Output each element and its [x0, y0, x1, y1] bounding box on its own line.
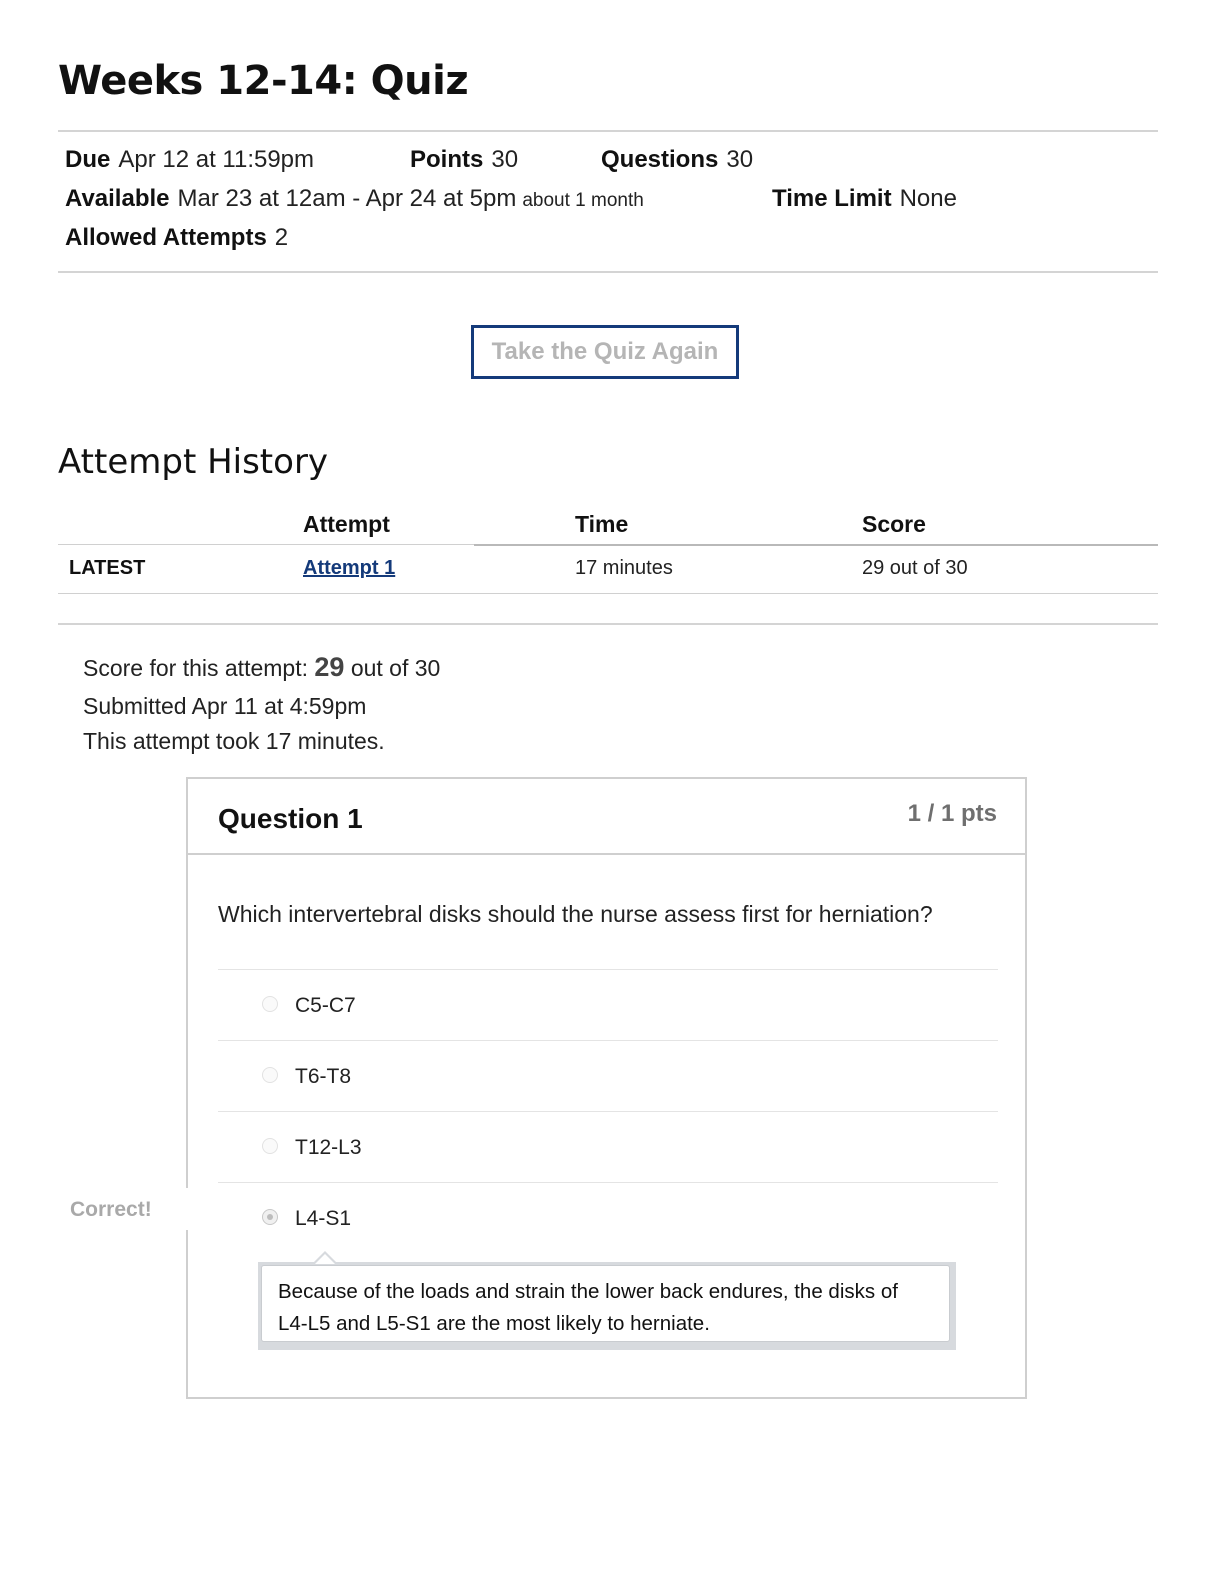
radio-button[interactable]: [262, 1067, 278, 1083]
answer-label: T12-L3: [295, 1136, 362, 1159]
answer-option[interactable]: [218, 1111, 998, 1182]
take-quiz-again-button[interactable]: Take the Quiz Again: [471, 325, 739, 379]
divider: [58, 271, 1158, 273]
column-header-time: Time: [575, 511, 629, 537]
latest-badge: LATEST: [69, 557, 146, 579]
question-title: Question 1: [218, 803, 363, 834]
attempt-1-link[interactable]: Attempt 1: [303, 557, 396, 579]
available-duration: about 1 month: [522, 190, 644, 211]
submitted-time: Submitted Apr 11 at 4:59pm: [83, 693, 367, 719]
points-value: 30: [491, 146, 519, 173]
points-label: Points: [410, 146, 484, 173]
answer-option[interactable]: [218, 969, 998, 1040]
radio-button[interactable]: [262, 996, 278, 1012]
radio-button-selected[interactable]: [262, 1209, 278, 1225]
time-limit-value: None: [899, 185, 957, 212]
score-value: 29: [314, 652, 345, 682]
time-limit-label: Time Limit: [772, 185, 892, 212]
table-row-rule: [58, 593, 1158, 594]
available-detail: [65, 185, 644, 213]
score-suffix: out of 30: [350, 655, 441, 681]
answer-label: L4-S1: [295, 1207, 352, 1230]
attempt-score: 29 out of 30: [862, 557, 968, 579]
question-text: Which intervertebral disks should the nurse assess first for herniation?: [218, 901, 933, 927]
correct-answer-label: Correct!: [70, 1198, 152, 1221]
feedback-text: Because of the loads and strain the lower back endures, the disks of L4-L5 and L5-S1 are the most likely to herniate.: [261, 1265, 950, 1342]
attempt-history-heading: Attempt History: [58, 442, 329, 482]
due-label: Due: [65, 146, 111, 173]
score-prefix: Score for this attempt:: [83, 655, 308, 681]
answer-feedback: [258, 1262, 956, 1350]
card-border-gap: [182, 1188, 192, 1230]
question-points: 1 / 1 pts: [907, 800, 997, 827]
attempt-score-summary: [83, 652, 440, 683]
questions-value: 30: [726, 146, 754, 173]
attempt-duration: This attempt took 17 minutes.: [83, 728, 385, 754]
due-detail: [65, 146, 314, 174]
attempt-time: 17 minutes: [575, 557, 673, 579]
points-detail: [410, 146, 518, 174]
feedback-pointer-inner: [315, 1254, 335, 1264]
attempts-value: 2: [274, 224, 289, 251]
radio-button[interactable]: [262, 1138, 278, 1154]
divider: [58, 130, 1158, 132]
available-value: Mar 23 at 12am - Apr 24 at 5pm: [177, 185, 517, 212]
page-title: Weeks 12-14: Quiz: [58, 58, 469, 104]
answer-label: C5-C7: [295, 994, 356, 1017]
questions-detail: [601, 146, 753, 174]
questions-label: Questions: [601, 146, 719, 173]
available-label: Available: [65, 185, 170, 212]
divider: [58, 623, 1158, 625]
question-header: [188, 779, 1025, 855]
column-header-score: Score: [862, 511, 926, 537]
answer-label: T6-T8: [295, 1065, 352, 1088]
answer-option-selected[interactable]: [218, 1182, 998, 1253]
answer-option[interactable]: [218, 1040, 998, 1111]
time-limit-detail: [772, 185, 957, 213]
attempts-label: Allowed Attempts: [65, 224, 267, 251]
attempts-detail: [65, 224, 288, 252]
column-header-attempt: Attempt: [303, 511, 390, 537]
due-value: Apr 12 at 11:59pm: [118, 146, 315, 173]
